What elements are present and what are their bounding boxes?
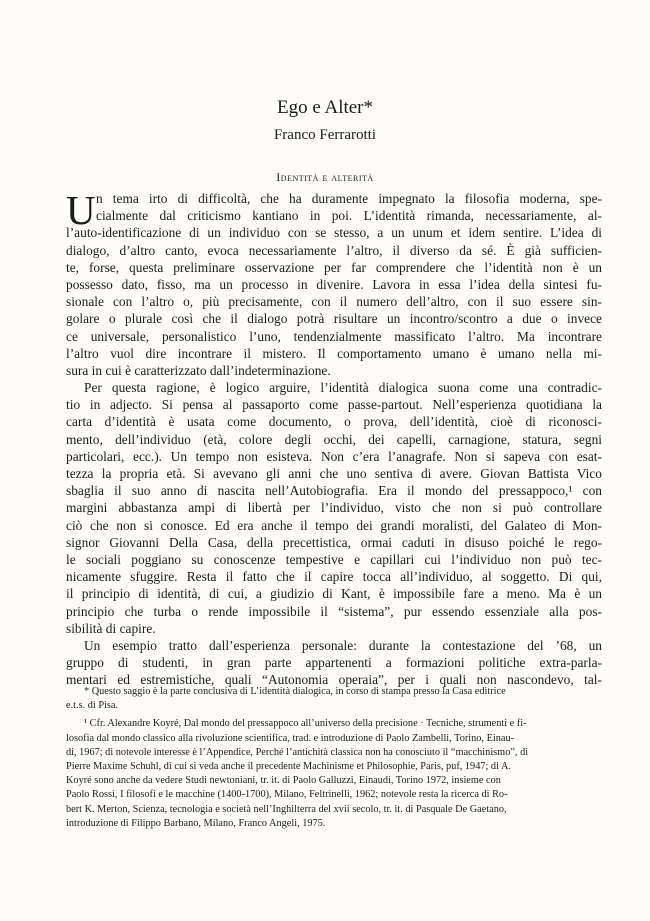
drop-cap: U [66, 187, 96, 233]
footnote-line: losofia dal mondo classico alla rivoluzione scientifica, trad. e introduzione di Paolo Zambelli, Torino, Einau- [66, 732, 515, 744]
footnote-line: ¹ Cfr. Alexandre Koyré, Dal mondo del pressappoco all’universo della precisione · Tecniche, strumenti e fi- [84, 718, 527, 730]
body-line: ce universale, personalistico l’uno, tendenzialmente massificato l’altro. Ma incontrare [66, 328, 602, 344]
body-line: principio che turba o rende impossibile il “sistema”, pur essendo essenziale alla pos- [66, 603, 602, 619]
footnote-line: Paolo Rossi, I filosofi e le macchine (1400-1700), Milano, Feltrinelli, 1962; notevole resta la ricerca di Ro- [66, 789, 508, 801]
body-line: sbaglia il suo anno di nascita nell’Autobiografia. Era il mondo del pressappoco,¹ con [66, 483, 602, 499]
body-line: possesso dato, fisso, ma un processo in divenire. Lavora in essa l’idea della sintesi fu- [66, 276, 602, 292]
body-line: tio in adjecto. Si pensa al passaporto come passe-partout. Nell’esperienza quotidiana la [66, 397, 602, 413]
body-line: gruppo di studenti, in gran parte appartenenti a formazioni politiche extra-parla- [66, 655, 602, 671]
body-line: sibilità di capire. [66, 620, 156, 636]
body-line: te, forse, questa preliminare osservazione per far comprendere che l’identità non è un [66, 259, 602, 275]
section-heading: Identità e alterità [276, 170, 374, 184]
body-line: il principio di identità, di cui, a giudizio di Kant, è impossibile fare a meno. Ma è un [66, 586, 602, 602]
body-line: sionale con l’altro o, più precisamente, con il numero dell’altro, con il suo essere sin- [66, 294, 602, 310]
article-title: Ego e Alter* [276, 97, 374, 118]
footnote-line: Pierre Maxime Schuhl, di cui si veda anche il precedente Machinisme et Philosophie, Paris, puf, 1947; di A. [66, 761, 511, 773]
article-author: Franco Ferrarotti [273, 127, 377, 143]
body-text [66, 187, 602, 688]
body-line: carta d’identità è usata come documento, o prova, dell’identità, cioè di riconosci- [66, 414, 602, 430]
body-line: mentari ed estremistiche, quali “Autonomia operaia”, per i quali non nascondevo, tal- [66, 672, 602, 688]
footnote-line: e.t.s. di Pisa. [66, 700, 119, 712]
body-line: signor Giovanni Della Casa, della precettistica, ormai caduti in disuso poiché le rego- [66, 534, 602, 550]
footnotes [66, 685, 602, 831]
body-line: golare o plurale così che il dialogo potrà risultare un incontro/scontro a due o invece [66, 311, 602, 327]
body-line: sura in cui è caratterizzato dall’indeterminazione. [66, 362, 331, 378]
footnote-line: * Questo saggio è la parte conclusiva di L’identità dialogica, in corso di stampa presso la Casa editrice [84, 686, 506, 697]
body-line: tezza la propria età. Si avevano gli anni che uno sentiva di avere. Giovan Battista Vico [66, 466, 602, 481]
body-line: mento, dell’individuo (età, colore degli occhi, dei capelli, carnagione, statura, segni [66, 431, 602, 447]
body-line: le sociali poggiano su conoscenze tempestive e capillari cui l’individuo non può tec- [66, 551, 602, 567]
body-line: l’auto-identificazione di un individuo con se stesso, a un unum et idem sentire. L’idea di [66, 225, 602, 241]
footnote-line: Koyré sono anche da vedere Studi newtoniani, tr. it. di Paolo Galluzzi, Einaudi, Torino 1972, insieme con [66, 775, 501, 787]
body-line: l’altro vuol dire incontrare il mistero. Il comportamento umano è umano nella mi- [66, 345, 602, 361]
footnote-line: di, 1967; di notevole interesse è l’Appendice, Perché l’antichità classica non ha conosciuto il “macchinismo”, di [66, 746, 529, 758]
body-line: n tema irto di difficoltà, che ha duramente impegnato la filosofia moderna, spe- [96, 191, 602, 206]
body-line: cialmente dal criticismo kantiano in poi. L’identità rimanda, necessariamente, al- [96, 208, 602, 224]
body-line: dialogo, d’altro canto, evoca necessariamente l’altro, il diverso da sé. È già sufficien- [66, 242, 602, 258]
body-line: nicamente sfuggire. Resta il fatto che il capire tocca all’individuo, al soggetto. Di qui, [66, 569, 602, 585]
footnote-line: introduzione di Filippo Barbano, Milano, Franco Angeli, 1975. [66, 817, 326, 829]
body-line: Per questa ragione, è logico arguire, l’identità dialogica suona come una contradic- [84, 380, 602, 396]
body-line: margini abbastanza ampi di libertà per l’individuo, visto che non si può controllare [66, 500, 602, 516]
body-line: Un esempio tratto dall’esperienza personale: durante la contestazione del ’68, un [84, 637, 602, 653]
body-line: particolari, ecc.). Un tempo non esisteva. Non c’era l’anagrafe. Non si sapeva con esat- [66, 448, 602, 464]
footnote-line: bert K. Merton, Scienza, tecnologia e società nell’Inghilterra del xvii secolo, tr. it. di Pasquale De Gaetano, [66, 803, 507, 815]
body-line: ciò che non si conosce. Ed era anche il tempo dei grandi moralisti, del Galateo di Mon- [66, 517, 602, 533]
